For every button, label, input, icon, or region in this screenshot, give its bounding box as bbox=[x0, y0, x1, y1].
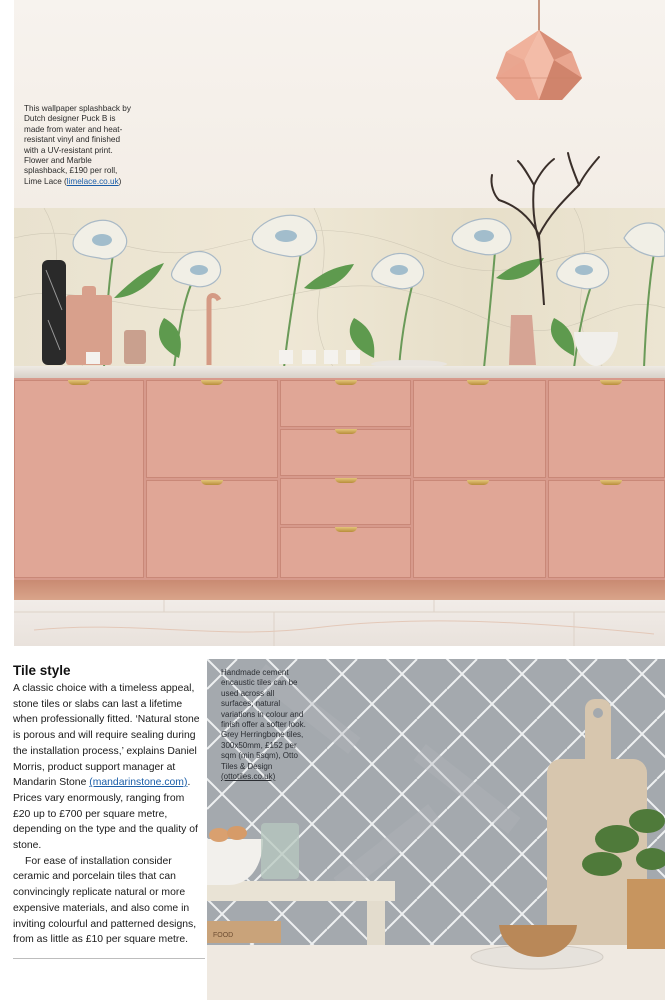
brass-handle bbox=[335, 478, 357, 483]
copper-kickboard bbox=[14, 580, 665, 600]
article-body bbox=[13, 681, 201, 948]
drawer-front bbox=[280, 527, 411, 578]
limelace-link[interactable]: limelace.co.uk bbox=[66, 176, 119, 186]
mandarinstone-link[interactable]: (mandarinstone.com) bbox=[89, 777, 188, 789]
cabinet-door bbox=[146, 380, 278, 478]
svg-text:FOOD: FOOD bbox=[213, 932, 234, 939]
paragraph-1-text-b: . Prices vary enormously, ranging from £20 up to £700 per square metre, depending on the type and the quality of stone. bbox=[13, 777, 198, 852]
article-paragraph-1 bbox=[13, 681, 201, 854]
cabinet-door bbox=[14, 380, 144, 578]
brass-handle bbox=[201, 380, 223, 385]
brass-handle bbox=[335, 380, 357, 385]
brass-handle bbox=[201, 480, 223, 485]
brass-handle bbox=[467, 380, 489, 385]
brass-handle bbox=[335, 429, 357, 434]
brass-handle bbox=[600, 480, 622, 485]
article-paragraph-2: For ease of installation consider ceramic and porcelain tiles that can convincingly replicate natural or more expensive materials, and also come in inviting colourful and patterned designs, from as little as £10 per square metre. bbox=[13, 855, 197, 946]
countertop-objects-image bbox=[14, 250, 665, 370]
cabinet-door bbox=[146, 480, 278, 578]
caption-close-paren: ) bbox=[118, 176, 122, 186]
cabinet-door bbox=[413, 480, 546, 578]
cabinet-door bbox=[413, 380, 546, 478]
brass-handle bbox=[467, 480, 489, 485]
drawer-front bbox=[280, 478, 411, 525]
pendant-lamp-image bbox=[464, 0, 594, 110]
kitchen-photo bbox=[14, 0, 665, 646]
wallpaper-caption-text: This wallpaper splashback by Dutch designer Puck B is made from water and heat-resistant vinyl and finished with a UV-resistant print. Flower and Marble splashback, £190 per roll, Lime Lace ( bbox=[24, 104, 131, 186]
drawer-front bbox=[280, 380, 411, 427]
marble-floor bbox=[14, 600, 665, 646]
cabinet-door bbox=[548, 480, 665, 578]
tiles-caption-text: Handmade cement encaustic tiles can be used across all surfaces; natural variations in colour and finish offer a softer look. Grey Herringbone tiles, 300x50mm, £152 per sqm (min 5sqm), Otto Tiles & Design bbox=[221, 668, 306, 771]
floor-veins-image bbox=[14, 600, 665, 646]
brass-handle bbox=[600, 380, 622, 385]
drawer-front bbox=[280, 429, 411, 476]
section-heading: Tile style bbox=[13, 663, 71, 678]
brass-handle bbox=[335, 527, 357, 532]
cabinet-door bbox=[548, 380, 665, 478]
ottotiles-link[interactable]: (ottotiles.co.uk) bbox=[221, 772, 276, 782]
wallpaper-caption bbox=[24, 104, 136, 187]
tiles-caption bbox=[221, 668, 307, 782]
paragraph-1-text-a: A classic choice with a timeless appeal, stone tiles or slabs can last a lifetime when professionally fitted. ‘Natural stone is porous and will require sealing during the installation process,’ explains Daniel Morris, product support manager at Mandarin Stone bbox=[13, 683, 200, 789]
pink-cabinets bbox=[14, 378, 665, 580]
brass-handle bbox=[68, 380, 90, 385]
countertop bbox=[14, 366, 665, 378]
column-divider bbox=[13, 958, 205, 959]
